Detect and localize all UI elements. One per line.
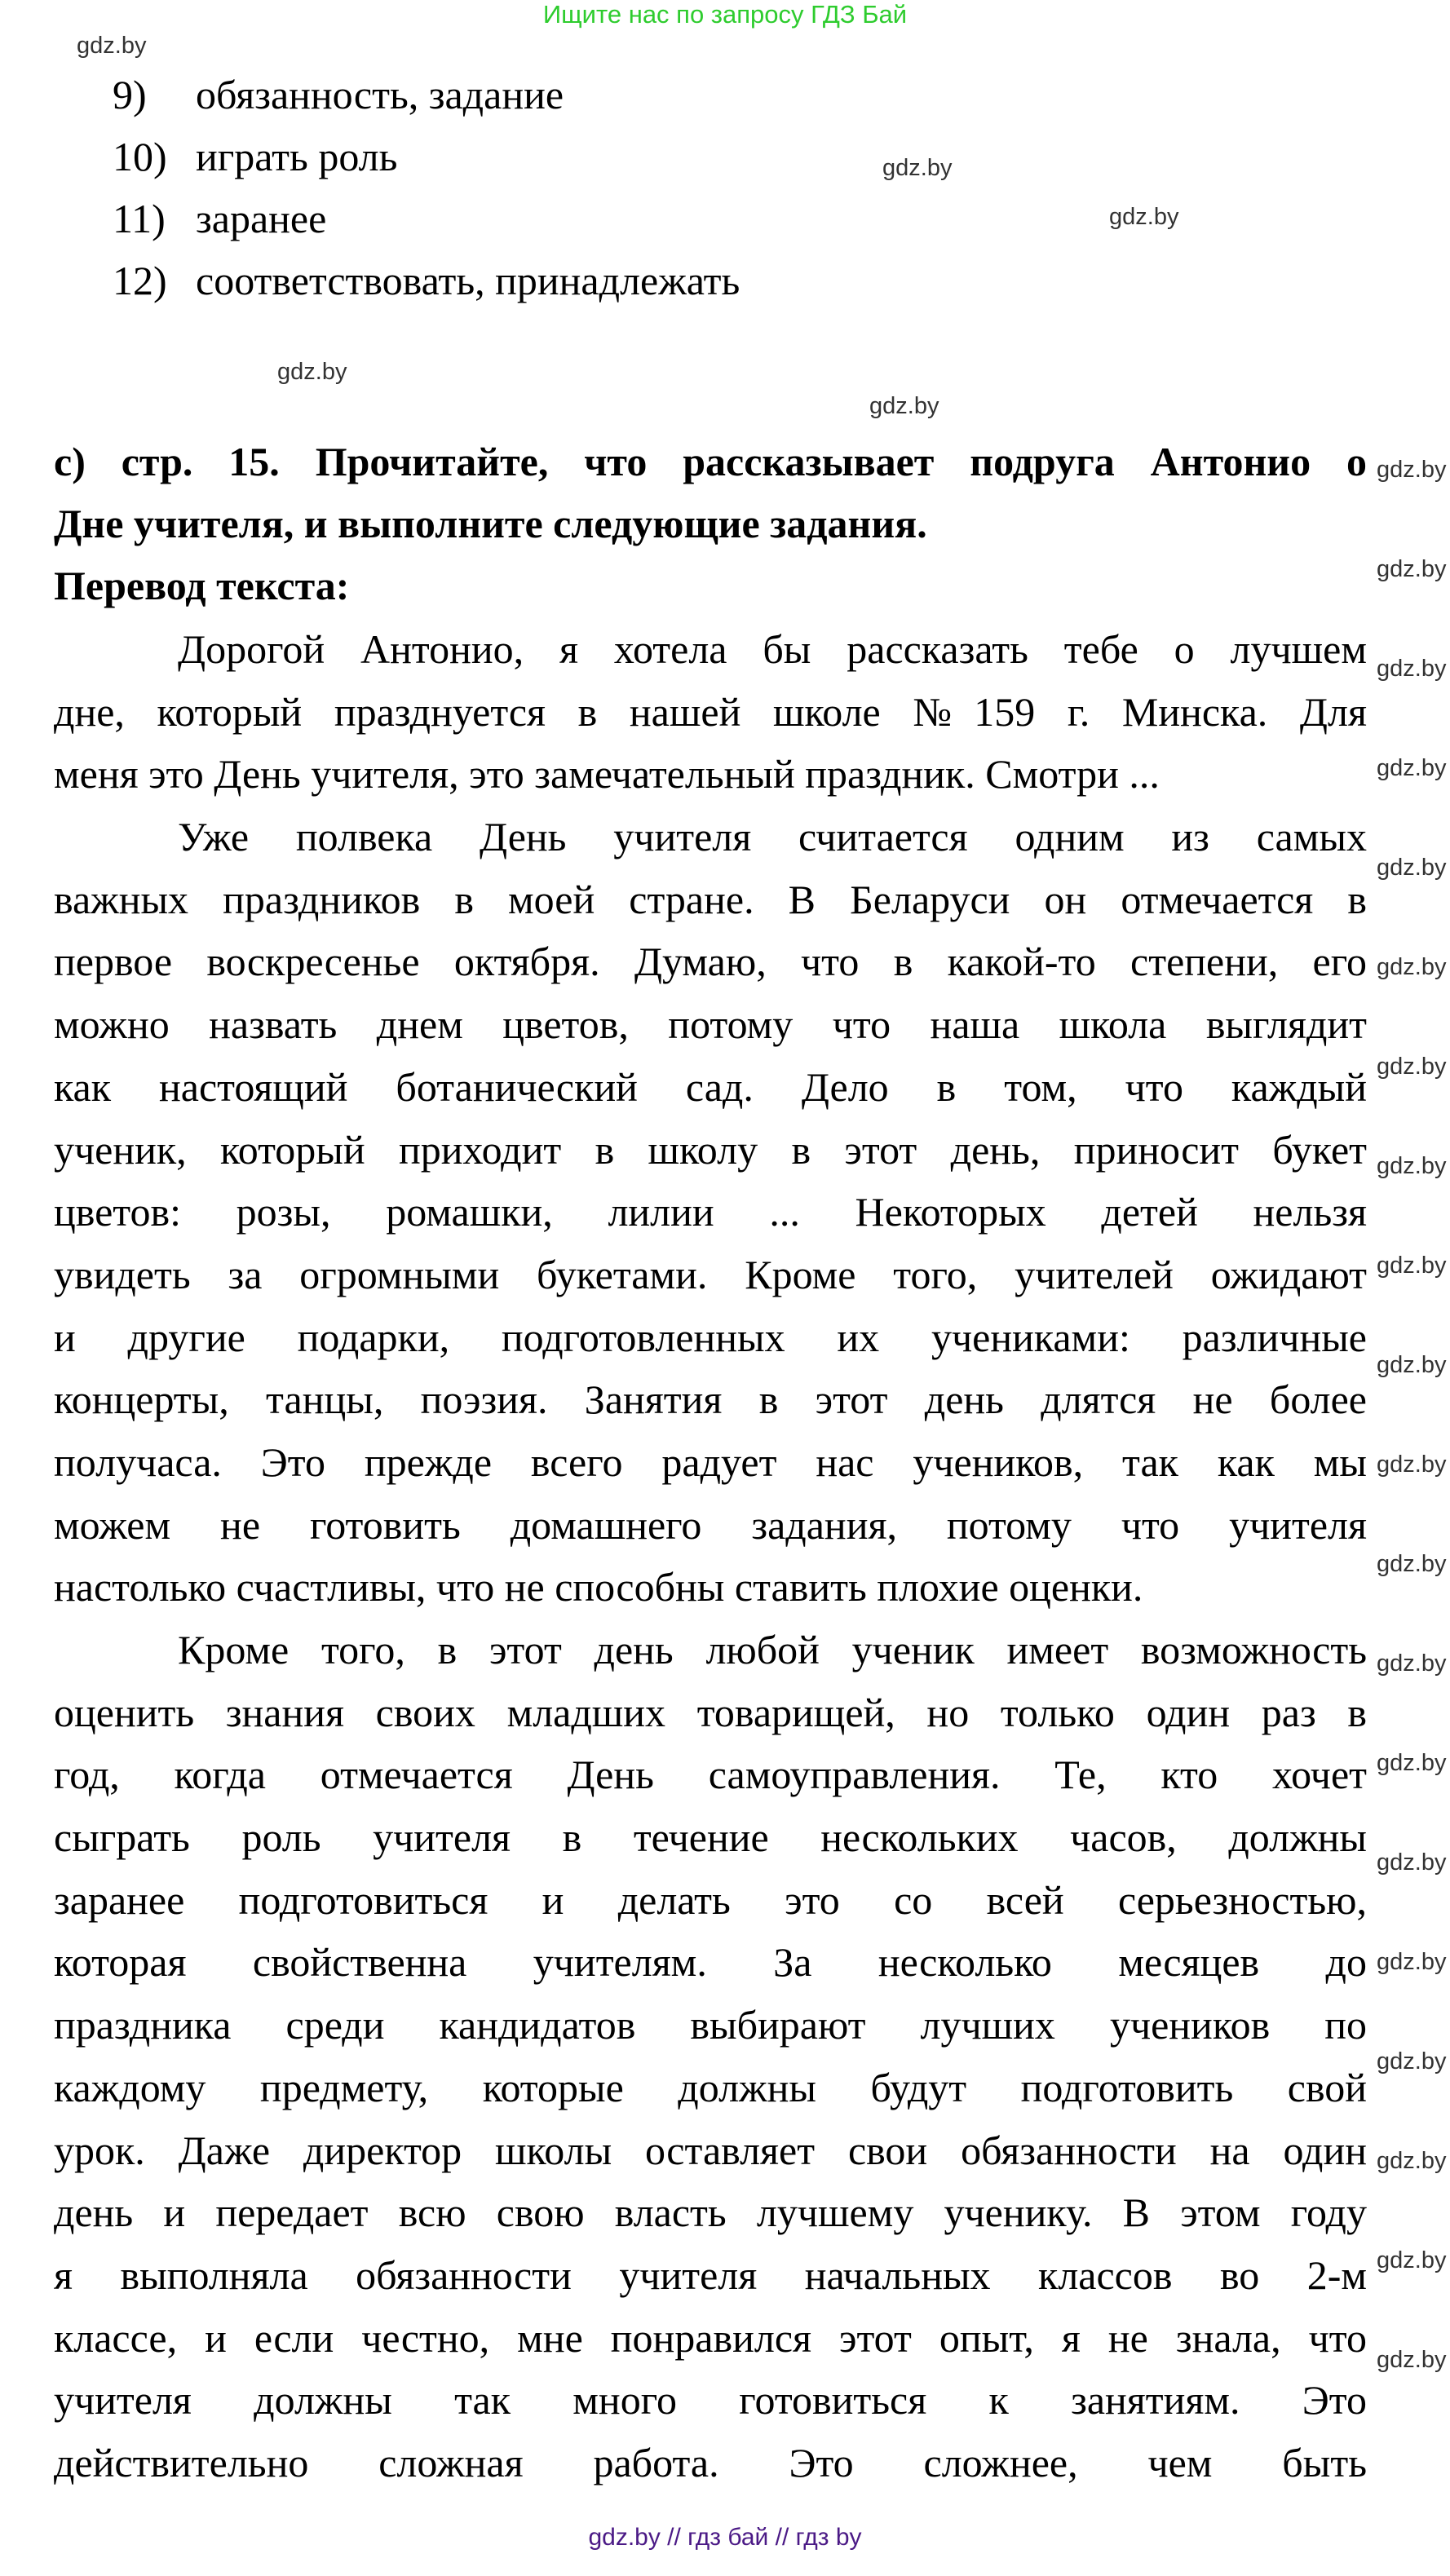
watermark: gdz.by — [1377, 755, 1447, 781]
list-item — [0, 188, 979, 250]
text-line: дне, который празднуется в нашей школе №159 г. Минска. Для — [54, 688, 1367, 735]
text-line: оценить знания своих младших товарищей, но только один раз в — [54, 1689, 1367, 1735]
watermark: gdz.by — [1377, 2347, 1447, 2373]
list-number: 9) — [113, 72, 147, 117]
list-number: 11) — [113, 196, 166, 241]
footer-links[interactable]: gdz.by // гдз бай // гдз by — [588, 2524, 862, 2551]
list-text: заранее — [196, 196, 327, 241]
text-line: и другие подарки, подготовленных их учениками: различные — [54, 1314, 1367, 1360]
list-text: соответствовать, принадлежать — [196, 258, 740, 303]
watermark: gdz.by — [1377, 1253, 1447, 1279]
task-instruction-line: Дне учителя, и выполните следующие задания. — [54, 501, 927, 546]
watermark: gdz.by — [1377, 1750, 1447, 1776]
text-line: день и передает всю свою власть лучшему ученику. В этом году — [54, 2189, 1367, 2236]
vocabulary-list — [0, 64, 979, 312]
text-line: концерты, танцы, поэзия. Занятия в этот день длятся не более — [54, 1376, 1367, 1423]
list-text: обязанность, задание — [196, 72, 564, 117]
watermark: gdz.by — [1377, 556, 1447, 582]
watermark: gdz.by — [77, 33, 147, 59]
text-line: учителя должны так много готовиться к занятиям. Это — [54, 2377, 1367, 2424]
watermark: gdz.by — [277, 359, 347, 385]
text-line: получаса. Это прежде всего радует нас учеников, так как мы — [54, 1438, 1367, 1485]
watermark: gdz.by — [1109, 204, 1179, 230]
text-line: Дорогой Антонио, я хотела бы рассказать тебе о лучшем — [178, 626, 1367, 672]
text-line: которая свойственна учителям. За несколько месяцев до — [54, 1939, 1367, 1986]
text-line: как настоящий ботанический сад. Дело в том, что каждый — [54, 1063, 1367, 1110]
text-line: меня это День учителя, это замечательный праздник. Смотри ... — [54, 751, 1160, 798]
watermark: gdz.by — [1377, 2247, 1447, 2273]
text-line: заранее подготовиться и делать это со всей серьезностью, — [54, 1876, 1367, 1923]
list-number: 10) — [113, 134, 167, 179]
task-heading — [54, 431, 1367, 616]
text-line: увидеть за огромными букетами. Кроме того, учителей ожидают — [54, 1251, 1367, 1297]
watermark: gdz.by — [1377, 1849, 1447, 1876]
search-banner[interactable]: Ищите нас по запросу ГДЗ Бай — [542, 0, 908, 29]
text-line: настолько счастливы, что не способны ставить плохие оценки. — [54, 1564, 1143, 1611]
watermark: gdz.by — [882, 155, 953, 181]
watermark: gdz.by — [1377, 1451, 1447, 1478]
text-line: год, когда отмечается День самоуправления. Те, кто хочет — [54, 1752, 1367, 1798]
text-line: сыграть роль учителя в течение нескольких часов, должны — [54, 1814, 1367, 1861]
text-line: первое воскресенье октября. Думаю, что в какой-то степени, его — [54, 939, 1367, 985]
list-text: играть роль — [196, 134, 398, 179]
list-item — [0, 126, 979, 188]
watermark: gdz.by — [1377, 656, 1447, 682]
watermark: gdz.by — [1377, 1551, 1447, 1577]
watermark: gdz.by — [1377, 1054, 1447, 1080]
text-line: я выполняла обязанности учителя начальных классов во 2-м — [54, 2251, 1367, 2298]
text-line: классе, и если честно, мне понравился этот опыт, я не знала, что — [54, 2314, 1367, 2361]
text-line: цветов: розы, ромашки, лилии ... Некоторых детей нельзя — [54, 1189, 1367, 1235]
text-line: Уже полвека День учителя считается одним из самых — [178, 814, 1367, 860]
watermark: gdz.by — [1377, 1650, 1447, 1677]
list-item — [0, 64, 979, 126]
watermark: gdz.by — [1377, 1153, 1447, 1179]
watermark: gdz.by — [869, 393, 939, 419]
watermark: gdz.by — [1377, 2048, 1447, 2074]
text-line: праздника среди кандидатов выбирают лучших учеников по — [54, 2002, 1367, 2048]
section-title: Перевод текста: — [54, 563, 350, 608]
text-line: каждому предмету, которые должны будут подготовить свой — [54, 2064, 1367, 2110]
text-line: урок. Даже директор школы оставляет свои обязанности на один — [54, 2127, 1367, 2173]
watermark: gdz.by — [1377, 1949, 1447, 1975]
watermark: gdz.by — [1377, 2148, 1447, 2174]
text-line: можем не готовить домашнего задания, потому что учителя — [54, 1501, 1367, 1548]
list-number: 12) — [113, 258, 167, 303]
text-line: можно назвать днем цветов, потому что наша школа выглядит — [54, 1001, 1367, 1048]
text-line: Кроме того, в этот день любой ученик имеет возможность — [178, 1627, 1367, 1672]
task-instruction-line: c) стр. 15. Прочитайте, что рассказывает подруга Антонио о — [54, 439, 1367, 484]
watermark: gdz.by — [1377, 1352, 1447, 1378]
text-line: важных праздников в моей стране. В Беларуси он отмечается в — [54, 876, 1367, 922]
watermark: gdz.by — [1377, 855, 1447, 881]
list-item — [0, 250, 979, 312]
watermark: gdz.by — [1377, 457, 1447, 483]
text-line: действительно сложная работа. Это сложнее, чем быть — [54, 2439, 1367, 2485]
translation-text — [54, 618, 1367, 2494]
text-line: ученик, который приходит в школу в этот день, приносит букет — [54, 1126, 1367, 1173]
watermark: gdz.by — [1377, 954, 1447, 980]
